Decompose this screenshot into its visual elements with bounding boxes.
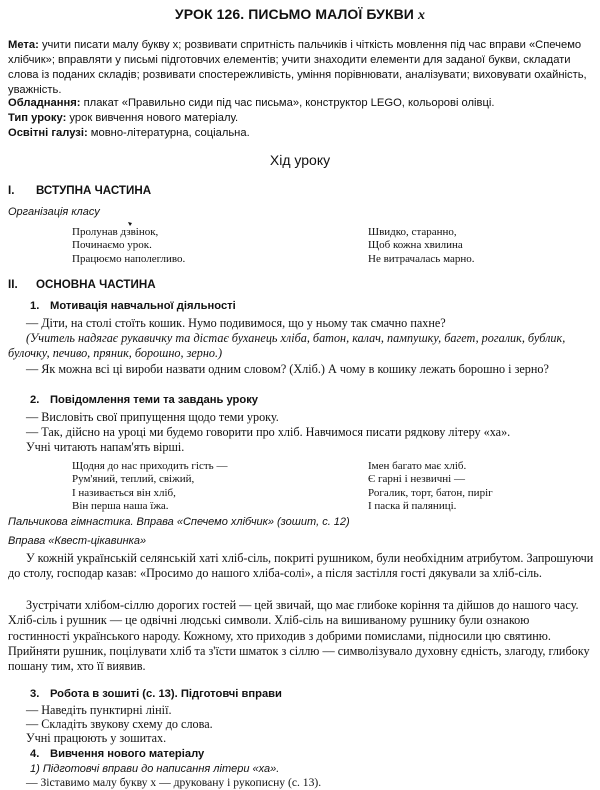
meta-type-label: Тип уроку: (8, 112, 67, 124)
meta-areas-text: мовно-літературна, соціальна. (90, 127, 250, 139)
compare-letter-line: — Зіставимо малу букву х — друковану і рукописну (с. 13). (26, 776, 322, 789)
motivation-question: — Діти, на столі стоїть кошик. Нумо подивимося, що у ньому так смачно пахне? (26, 316, 446, 330)
sub-motivation-heading: 1. Мотивація навчальної діяльності (30, 300, 236, 312)
paragraph-bread-salt-2: Зустрічати хлібом-сіллю дорогих гостей — цей звичай, що має глибоке коріння та дійшов до нашого часу. Хліб-сіль і рушник — це одвічні людські символи. Хліб-сіль на вишиваному рушнику були ознакою гостинності українського народу. Кожному, хто приходив з добрими помислами, підносили цю святиню. Прийняти рушник, поцілувати хліб та з'їсти шматок з сіллю — символізувало духовну єдність, злагоду, глибоку пошану тим, хто її виявив. (8, 598, 590, 674)
poem-2-right: Імен багато має хліб. Є гарні і незвичні — Рогалик, торт, батон, пиріг І паска й паляниці. (368, 460, 493, 513)
quest-note: Вправа «Квест-цікавинка» (8, 535, 147, 547)
topic-line-1: — Висловіть свої припущення щодо теми уроку. (26, 410, 279, 424)
poem-1-right: Швидко, старанно, Щоб кожна хвилина Не витрачалась марно. (368, 226, 475, 265)
topic-line-3: Учні читають напам'ять вірші. (26, 440, 185, 454)
meta-type-text: урок вивчення нового матеріалу. (69, 112, 239, 124)
org-label: Організація класу (8, 206, 100, 218)
meta-goal-text: учити писати малу букву х; розвивати спритність пальчиків і чіткість мовлення під час вправи «Спечемо хлібчик»; вправляти у письмі підготовчих елементів; учити знаходити елементи для заданої букви, складати слова із поданих складів; розвивати спостережливість, уміння порівнювати, аналізувати; виховувати охайність, уважність. (8, 39, 587, 96)
sub-workbook-heading: 3. Робота в зошиті (с. 13). Підготовчі вправи (30, 688, 282, 700)
lesson-title-text: УРОК 126. ПИСЬМО МАЛОЇ БУКВИ (174, 6, 414, 22)
section-intro-heading: I. ВСТУПНА ЧАСТИНА (8, 184, 152, 197)
meta-areas (8, 126, 594, 141)
finger-gymnastics-note: Пальчикова гімнастика. Вправа «Спечемо хлібчик» (зошит, с. 12) (8, 516, 350, 528)
meta-equipment-label: Обладнання: (8, 97, 81, 109)
meta-goal-label: Мета: (8, 39, 39, 51)
poem-2-left: Щодня до нас приходить гість — Рум'яний, теплий, свіжий, І називається він хліб, Він перша наша їжа. (72, 460, 228, 513)
sub4-step-1: 1) Підготовчі вправи до написання літери «ха». (30, 763, 280, 775)
lesson-title (0, 6, 600, 24)
motivation-question-2: — Як можна всі ці вироби назвати одним словом? (Хліб.) А чому в кошику лежать борошно і зерно? (26, 362, 549, 376)
lesson-heading: Хід уроку (269, 152, 331, 168)
work-line-3: Учні працюють у зошитах. (26, 731, 167, 745)
lesson-title-letter: х (417, 8, 426, 23)
meta-equipment (8, 96, 594, 111)
topic-line-2: — Так, дійсно на уроці ми будемо говорити про хліб. Навчимося писати рядкову літеру «ха». (26, 425, 511, 439)
poem-1-left: Пролунав дзвінок, Починаємо урок. Працюємо наполегливо. (72, 226, 186, 265)
work-line-2: — Складіть звукову схему до слова. (26, 717, 213, 731)
paragraph-bread-salt-1: У кожній українській селянській хаті хліб-сіль, покриті рушником, були необхідним атрибутом. Запрошуючи до столу, господар казав: «Просимо до нашого хліба-солі», а після застілля гості дякували за хліб-сіль. (8, 551, 594, 581)
motivation-teacher-action: (Учитель надягає рукавичку та дістає буханець хліба, батон, калач, пампушку, багет, рогалик, бублик, булочку, печиво, пряник, борошно, зерно.) (8, 331, 566, 361)
sub-new-material-heading: 4. Вивчення нового матеріалу (30, 748, 205, 760)
sub-topic-heading: 2. Повідомлення теми та завдань уроку (30, 394, 259, 406)
meta-type (8, 111, 594, 126)
section-main-heading: II. ОСНОВНА ЧАСТИНА (8, 278, 156, 291)
work-line-1: — Наведіть пунктирні лінії. (26, 703, 172, 717)
meta-areas-label: Освітні галузі: (8, 127, 88, 139)
meta-goal (8, 38, 594, 98)
meta-equipment-text: плакат «Правильно сиди під час письма», конструктор LEGO, кольорові олівці. (83, 97, 495, 109)
